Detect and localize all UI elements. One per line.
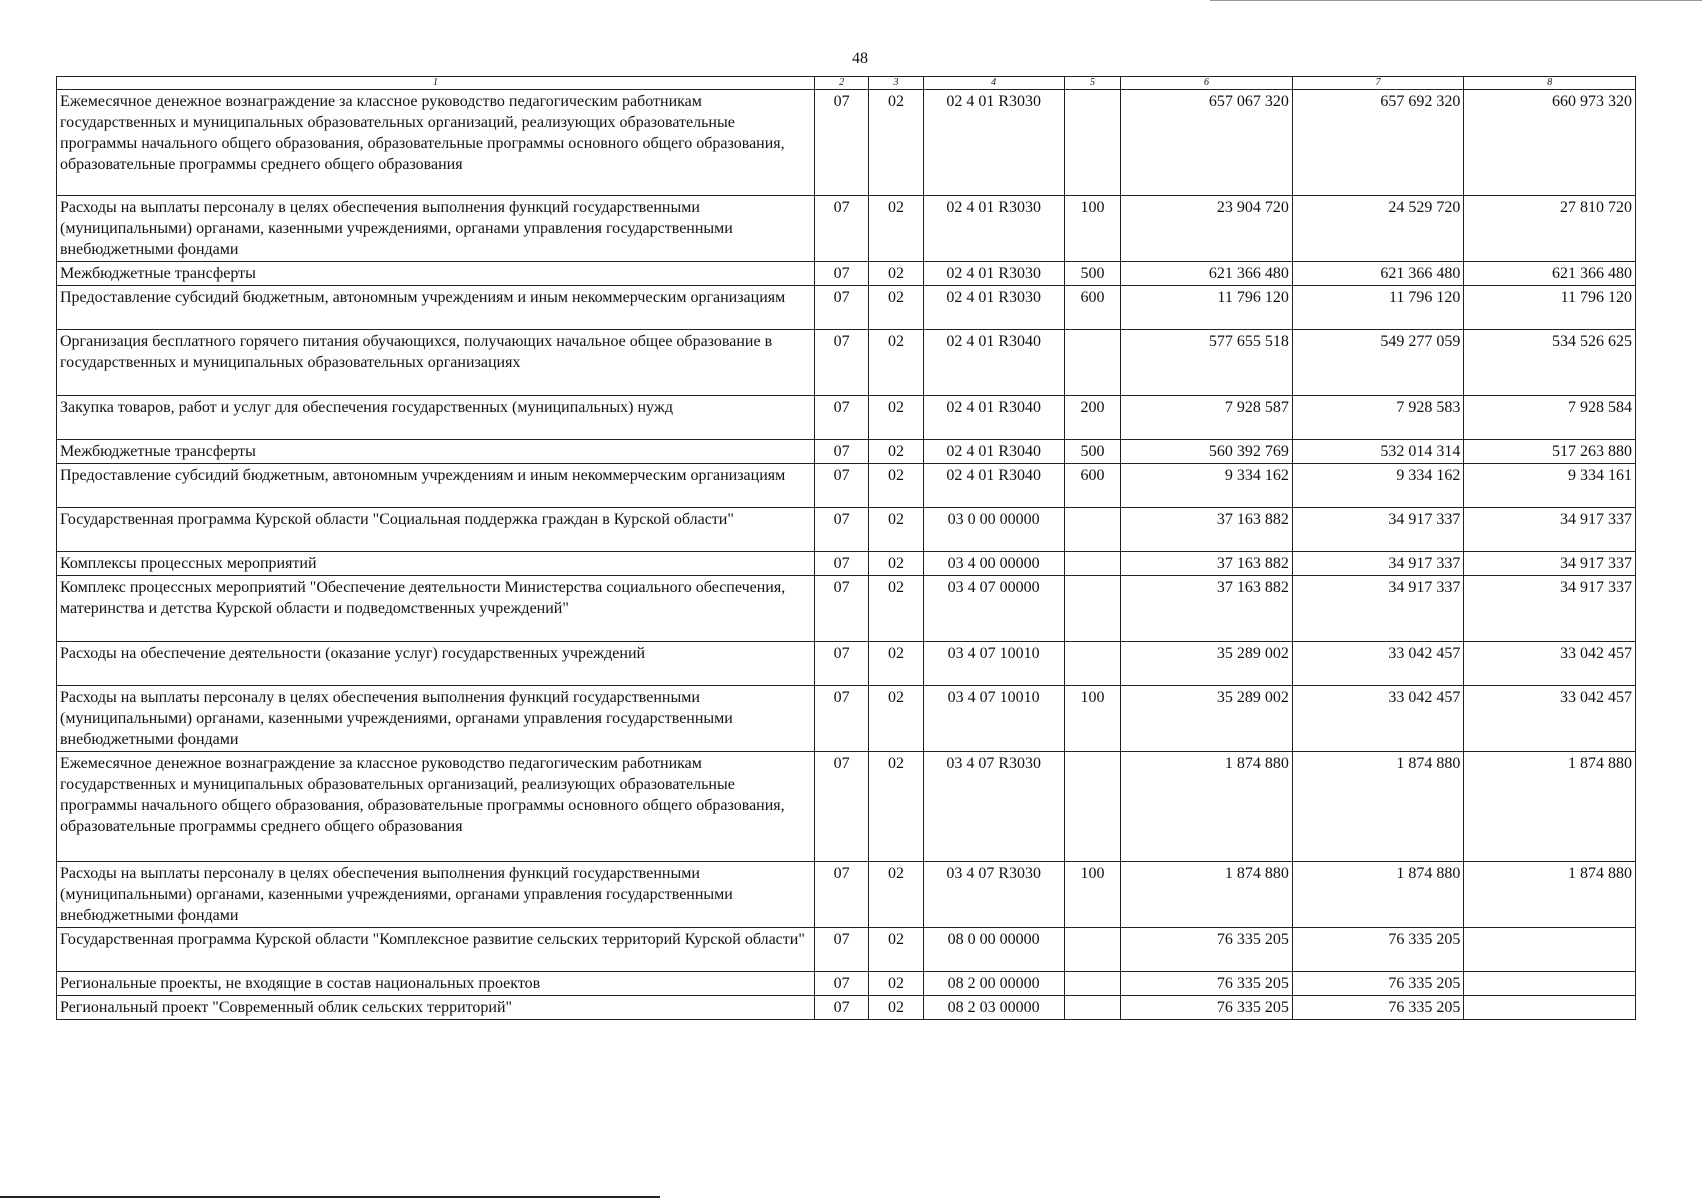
row-name: Расходы на выплаты персоналу в целях обеспечения выполнения функций государственными (муниципальными) органами, казенными учреждениями, органами управления государственными внебюджетными фондами <box>57 686 815 752</box>
amount-col7: 34 917 337 <box>1292 508 1464 552</box>
row-name: Расходы на выплаты персоналу в целях обеспечения выполнения функций государственными (муниципальными) органами, казенными учреждениями, органами управления государственными внебюджетными фондами <box>57 862 815 928</box>
subsection-code: 02 <box>869 552 923 576</box>
amount-col7: 33 042 457 <box>1292 686 1464 752</box>
amount-col6: 11 796 120 <box>1121 286 1293 330</box>
target-article-code: 03 4 07 10010 <box>923 642 1064 686</box>
target-article-code: 03 0 00 00000 <box>923 508 1064 552</box>
table-row <box>57 286 1636 330</box>
expense-type-code: 100 <box>1064 196 1120 262</box>
row-name: Ежемесячное денежное вознаграждение за классное руководство педагогическим работникам государственных и муниципальных образовательных организаций, реализующих образовательные программы начального общего образования, образовательные программы основного общего образования, образовательные программы среднего общего образования <box>57 752 815 862</box>
row-name: Региональный проект "Современный облик сельских территорий" <box>57 996 815 1020</box>
table-row <box>57 440 1636 464</box>
column-header: 2 <box>815 77 869 90</box>
row-name: Государственная программа Курской области "Комплексное развитие сельских территорий Курской области" <box>57 928 815 972</box>
amount-col7: 34 917 337 <box>1292 552 1464 576</box>
amount-col8: 34 917 337 <box>1464 576 1636 642</box>
row-name: Межбюджетные трансферты <box>57 262 815 286</box>
amount-col8: 34 917 337 <box>1464 552 1636 576</box>
amount-col8: 1 874 880 <box>1464 752 1636 862</box>
column-header: 7 <box>1292 77 1464 90</box>
target-article-code: 08 2 00 00000 <box>923 972 1064 996</box>
amount-col8 <box>1464 996 1636 1020</box>
subsection-code: 02 <box>869 440 923 464</box>
expense-type-code <box>1064 330 1120 396</box>
section-code: 07 <box>815 576 869 642</box>
target-article-code: 03 4 07 R3030 <box>923 752 1064 862</box>
amount-col7: 33 042 457 <box>1292 642 1464 686</box>
column-header: 1 <box>57 77 815 90</box>
target-article-code: 02 4 01 R3040 <box>923 440 1064 464</box>
amount-col6: 76 335 205 <box>1121 996 1293 1020</box>
expense-type-code <box>1064 576 1120 642</box>
subsection-code: 02 <box>869 90 923 196</box>
table-row <box>57 972 1636 996</box>
section-code: 07 <box>815 90 869 196</box>
amount-col7: 76 335 205 <box>1292 972 1464 996</box>
amount-col6: 1 874 880 <box>1121 752 1293 862</box>
expense-type-code: 100 <box>1064 686 1120 752</box>
amount-col6: 37 163 882 <box>1121 508 1293 552</box>
table-row <box>57 642 1636 686</box>
amount-col8 <box>1464 928 1636 972</box>
row-name: Комплекс процессных мероприятий "Обеспечение деятельности Министерства социального обеспечения, материнства и детства Курской области и подведомственных учреждений" <box>57 576 815 642</box>
target-article-code: 02 4 01 R3030 <box>923 90 1064 196</box>
row-name: Ежемесячное денежное вознаграждение за классное руководство педагогическим работникам государственных и муниципальных образовательных организаций, реализующих образовательные программы начального общего образования, образовательные программы основного общего образования, образовательные программы среднего общего образования <box>57 90 815 196</box>
amount-col7: 621 366 480 <box>1292 262 1464 286</box>
column-header: 3 <box>869 77 923 90</box>
expense-type-code <box>1064 996 1120 1020</box>
scan-edge-line <box>0 1196 660 1198</box>
expense-type-code: 100 <box>1064 862 1120 928</box>
amount-col6: 657 067 320 <box>1121 90 1293 196</box>
section-code: 07 <box>815 862 869 928</box>
target-article-code: 08 2 03 00000 <box>923 996 1064 1020</box>
section-code: 07 <box>815 552 869 576</box>
table-row <box>57 552 1636 576</box>
amount-col7: 76 335 205 <box>1292 928 1464 972</box>
subsection-code: 02 <box>869 286 923 330</box>
subsection-code: 02 <box>869 330 923 396</box>
amount-col7: 11 796 120 <box>1292 286 1464 330</box>
subsection-code: 02 <box>869 576 923 642</box>
column-header: 8 <box>1464 77 1636 90</box>
subsection-code: 02 <box>869 972 923 996</box>
amount-col6: 1 874 880 <box>1121 862 1293 928</box>
amount-col8: 9 334 161 <box>1464 464 1636 508</box>
subsection-code: 02 <box>869 196 923 262</box>
amount-col6: 9 334 162 <box>1121 464 1293 508</box>
expense-type-code <box>1064 972 1120 996</box>
page-number: 48 <box>852 50 868 67</box>
amount-col7: 657 692 320 <box>1292 90 1464 196</box>
amount-col7: 9 334 162 <box>1292 464 1464 508</box>
row-name: Закупка товаров, работ и услуг для обеспечения государственных (муниципальных) нужд <box>57 396 815 440</box>
subsection-code: 02 <box>869 396 923 440</box>
subsection-code: 02 <box>869 996 923 1020</box>
row-name: Комплексы процессных мероприятий <box>57 552 815 576</box>
expense-type-code <box>1064 552 1120 576</box>
subsection-code: 02 <box>869 928 923 972</box>
expense-type-code <box>1064 928 1120 972</box>
amount-col7: 34 917 337 <box>1292 576 1464 642</box>
section-code: 07 <box>815 262 869 286</box>
amount-col8: 534 526 625 <box>1464 330 1636 396</box>
row-name: Государственная программа Курской области "Социальная поддержка граждан в Курской области" <box>57 508 815 552</box>
amount-col8: 33 042 457 <box>1464 642 1636 686</box>
amount-col7: 24 529 720 <box>1292 196 1464 262</box>
amount-col6: 7 928 587 <box>1121 396 1293 440</box>
amount-col6: 76 335 205 <box>1121 972 1293 996</box>
column-header: 6 <box>1121 77 1293 90</box>
amount-col8: 517 263 880 <box>1464 440 1636 464</box>
table-row <box>57 262 1636 286</box>
row-name: Расходы на обеспечение деятельности (оказание услуг) государственных учреждений <box>57 642 815 686</box>
amount-col8: 7 928 584 <box>1464 396 1636 440</box>
column-header: 4 <box>923 77 1064 90</box>
table-row <box>57 508 1636 552</box>
section-code: 07 <box>815 928 869 972</box>
target-article-code: 02 4 01 R3030 <box>923 286 1064 330</box>
amount-col6: 76 335 205 <box>1121 928 1293 972</box>
table-row <box>57 686 1636 752</box>
row-name: Предоставление субсидий бюджетным, автономным учреждениям и иным некоммерческим организациям <box>57 464 815 508</box>
amount-col6: 35 289 002 <box>1121 642 1293 686</box>
amount-col8 <box>1464 972 1636 996</box>
section-code: 07 <box>815 330 869 396</box>
target-article-code: 02 4 01 R3040 <box>923 464 1064 508</box>
section-code: 07 <box>815 440 869 464</box>
subsection-code: 02 <box>869 686 923 752</box>
subsection-code: 02 <box>869 508 923 552</box>
scan-edge-line <box>1210 0 1702 1</box>
expense-type-code <box>1064 90 1120 196</box>
target-article-code: 02 4 01 R3030 <box>923 196 1064 262</box>
target-article-code: 02 4 01 R3040 <box>923 396 1064 440</box>
table-row <box>57 928 1636 972</box>
amount-col8: 621 366 480 <box>1464 262 1636 286</box>
amount-col6: 35 289 002 <box>1121 686 1293 752</box>
section-code: 07 <box>815 464 869 508</box>
table-row <box>57 996 1636 1020</box>
amount-col6: 577 655 518 <box>1121 330 1293 396</box>
expense-type-code: 600 <box>1064 286 1120 330</box>
target-article-code: 03 4 07 10010 <box>923 686 1064 752</box>
expense-type-code: 600 <box>1064 464 1120 508</box>
expense-type-code: 500 <box>1064 440 1120 464</box>
section-code: 07 <box>815 508 869 552</box>
target-article-code: 02 4 01 R3040 <box>923 330 1064 396</box>
table-row <box>57 396 1636 440</box>
target-article-code: 03 4 07 00000 <box>923 576 1064 642</box>
expense-type-code: 200 <box>1064 396 1120 440</box>
section-code: 07 <box>815 286 869 330</box>
amount-col6: 621 366 480 <box>1121 262 1293 286</box>
amount-col7: 1 874 880 <box>1292 862 1464 928</box>
target-article-code: 08 0 00 00000 <box>923 928 1064 972</box>
expense-type-code <box>1064 508 1120 552</box>
section-code: 07 <box>815 686 869 752</box>
amount-col7: 76 335 205 <box>1292 996 1464 1020</box>
table-row <box>57 576 1636 642</box>
amount-col8: 660 973 320 <box>1464 90 1636 196</box>
amount-col8: 11 796 120 <box>1464 286 1636 330</box>
section-code: 07 <box>815 996 869 1020</box>
expense-type-code <box>1064 752 1120 862</box>
amount-col8: 33 042 457 <box>1464 686 1636 752</box>
amount-col7: 532 014 314 <box>1292 440 1464 464</box>
table-row <box>57 862 1636 928</box>
expense-type-code: 500 <box>1064 262 1120 286</box>
amount-col6: 23 904 720 <box>1121 196 1293 262</box>
row-name: Предоставление субсидий бюджетным, автономным учреждениям и иным некоммерческим организациям <box>57 286 815 330</box>
row-name: Организация бесплатного горячего питания обучающихся, получающих начальное общее образование в государственных и муниципальных образовательных организациях <box>57 330 815 396</box>
table-row <box>57 330 1636 396</box>
target-article-code: 03 4 07 R3030 <box>923 862 1064 928</box>
table-row <box>57 196 1636 262</box>
table-row <box>57 464 1636 508</box>
amount-col6: 37 163 882 <box>1121 576 1293 642</box>
target-article-code: 02 4 01 R3030 <box>923 262 1064 286</box>
section-code: 07 <box>815 972 869 996</box>
amount-col7: 1 874 880 <box>1292 752 1464 862</box>
table-row <box>57 752 1636 862</box>
column-header: 5 <box>1064 77 1120 90</box>
section-code: 07 <box>815 642 869 686</box>
row-name: Расходы на выплаты персоналу в целях обеспечения выполнения функций государственными (муниципальными) органами, казенными учреждениями, органами управления государственными внебюджетными фондами <box>57 196 815 262</box>
subsection-code: 02 <box>869 642 923 686</box>
subsection-code: 02 <box>869 464 923 508</box>
table-row <box>57 90 1636 196</box>
subsection-code: 02 <box>869 262 923 286</box>
amount-col6: 37 163 882 <box>1121 552 1293 576</box>
amount-col8: 1 874 880 <box>1464 862 1636 928</box>
amount-col8: 27 810 720 <box>1464 196 1636 262</box>
amount-col7: 549 277 059 <box>1292 330 1464 396</box>
section-code: 07 <box>815 396 869 440</box>
column-number-row <box>57 77 1636 90</box>
section-code: 07 <box>815 752 869 862</box>
subsection-code: 02 <box>869 862 923 928</box>
row-name: Межбюджетные трансферты <box>57 440 815 464</box>
row-name: Региональные проекты, не входящие в состав национальных проектов <box>57 972 815 996</box>
budget-table <box>56 76 1636 1020</box>
amount-col8: 34 917 337 <box>1464 508 1636 552</box>
amount-col6: 560 392 769 <box>1121 440 1293 464</box>
amount-col7: 7 928 583 <box>1292 396 1464 440</box>
subsection-code: 02 <box>869 752 923 862</box>
expense-type-code <box>1064 642 1120 686</box>
section-code: 07 <box>815 196 869 262</box>
target-article-code: 03 4 00 00000 <box>923 552 1064 576</box>
